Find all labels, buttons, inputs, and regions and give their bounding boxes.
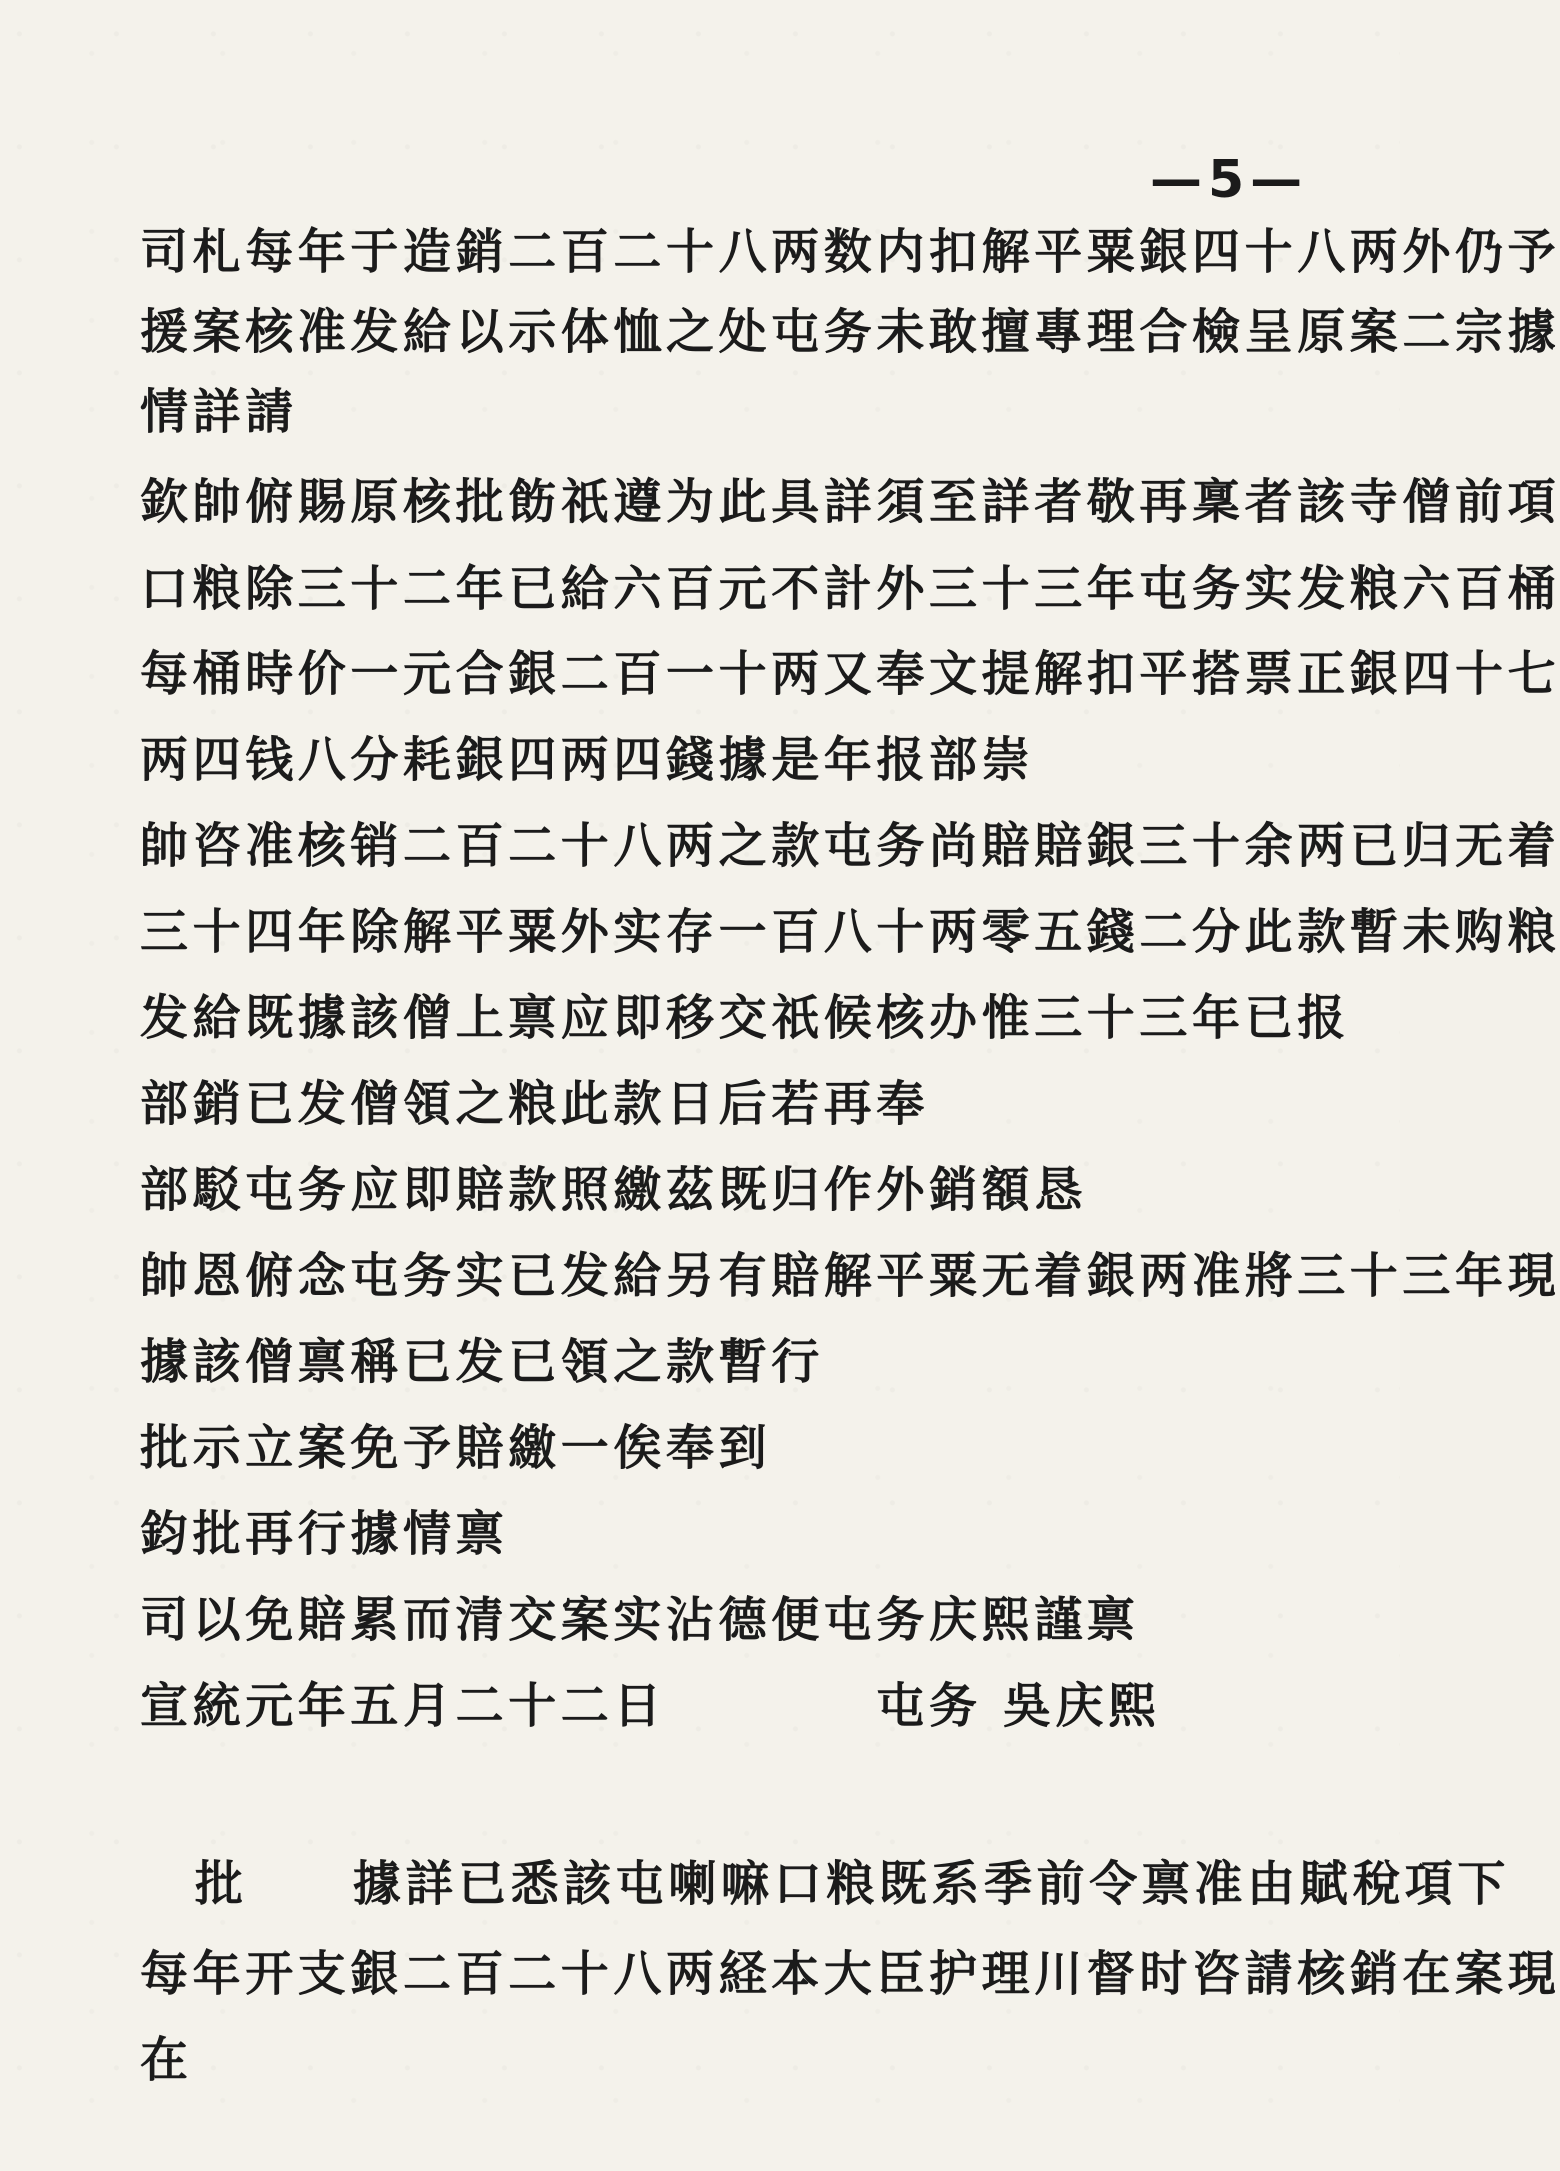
- page-number: —5—: [1150, 150, 1309, 210]
- body-line-17: 司以免賠累而清交案实沾德便屯务庆熙謹禀: [140, 1592, 1140, 1648]
- body-line-4: 欽帥俯賜原核批飭祇遵为此具詳須至詳者敬再稟者該寺僧前項: [140, 474, 1560, 530]
- reply-line-3: 在: [140, 2032, 193, 2088]
- reply-line-1: 批 據詳已悉該屯喇嘛口粮既系季前令禀准由賦稅項下: [195, 1856, 1511, 1912]
- body-line-8: 帥咨准核销二百二十八两之款屯务尚賠賠銀三十余两已归无着: [140, 818, 1560, 874]
- reply-line-2: 每年开支銀二百二十八两経本大臣护理川督时咨請核銷在案現: [140, 1946, 1560, 2002]
- body-line-12: 部駁屯务应即賠款照繳茲既归作外銷額恳: [140, 1162, 1087, 1218]
- body-line-14: 據該僧禀稱已发已領之款暫行: [140, 1334, 824, 1390]
- body-line-2: 援案核准发給以示体恤之处屯务未敢擅專理合檢呈原案二宗據: [140, 304, 1560, 360]
- body-line-3: 情詳請: [140, 384, 298, 440]
- body-line-6: 每桶時价一元合銀二百一十两又奉文提解扣平搭票正銀四十七: [140, 646, 1560, 702]
- body-line-13: 帥恩俯念屯务实已发給另有賠解平粟无着銀两准將三十三年現: [140, 1248, 1560, 1304]
- body-line-9: 三十四年除解平粟外实存一百八十两零五錢二分此款暫未购粮: [140, 904, 1560, 960]
- body-line-7: 两四钱八分耗銀四两四錢據是年报部崇: [140, 732, 1035, 788]
- body-line-1: 司札每年于造銷二百二十八两数内扣解平粟銀四十八两外仍予: [140, 224, 1560, 280]
- body-line-16: 鈞批再行據情禀: [140, 1506, 509, 1562]
- body-line-5: 口粮除三十二年已給六百元不計外三十三年屯务实发粮六百桶: [140, 561, 1560, 617]
- body-line-10: 发給既據該僧上禀应即移交祇候核办惟三十三年已报: [140, 990, 1350, 1046]
- body-line-15: 批示立案免予賠繳一俟奉到: [140, 1420, 772, 1476]
- body-line-18-date-signature: 宣統元年五月二十二日 屯务 吳庆熙: [140, 1678, 1161, 1734]
- body-line-11: 部銷已发僧領之粮此款日后若再奉: [140, 1076, 930, 1132]
